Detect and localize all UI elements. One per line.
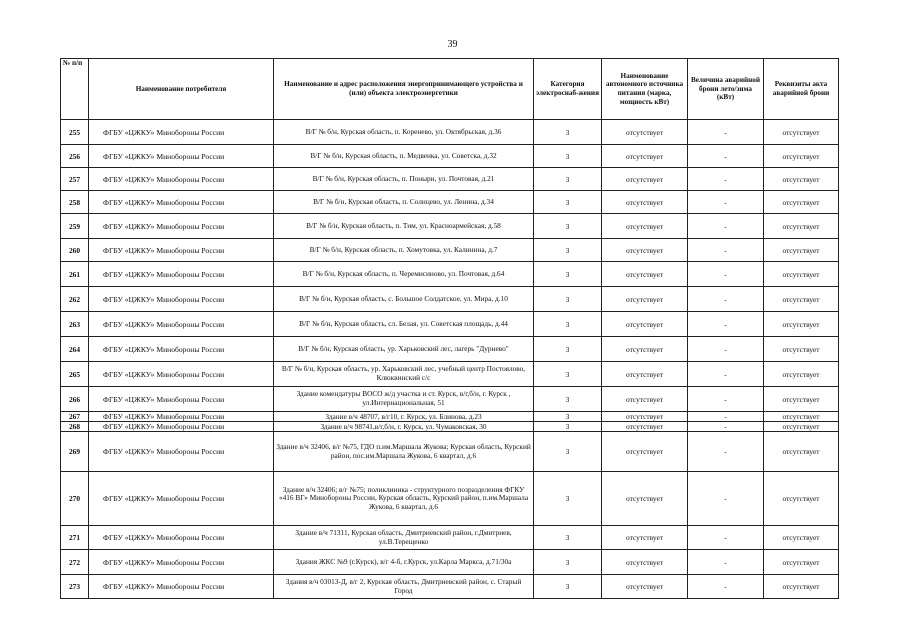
header-category: Категория электроснаб-жения bbox=[534, 59, 602, 120]
cell-consumer: ФГБУ «ЦЖКУ» Минобороны России bbox=[89, 387, 274, 412]
table-row bbox=[61, 262, 839, 287]
cell-source: отсутствует bbox=[602, 526, 688, 550]
cell-address: В/Г № б/н, Курская область, п. Черемисиново, ул. Почтовая, д.64 bbox=[274, 262, 534, 287]
cell-source: отсутствует bbox=[602, 412, 688, 422]
cell-reserve: - bbox=[688, 412, 764, 422]
cell-source: отсутствует bbox=[602, 262, 688, 287]
table-row bbox=[61, 526, 839, 550]
cell-address: В/Г № б/н, Курская область, п. Хомутовка, ул. Калинина, д.7 bbox=[274, 239, 534, 262]
cell-act: отсутствует bbox=[764, 312, 839, 337]
table-row bbox=[61, 120, 839, 145]
cell-reserve: - bbox=[688, 362, 764, 387]
table-row bbox=[61, 145, 839, 168]
cell-source: отсутствует bbox=[602, 312, 688, 337]
cell-address: В/Г № б/н, Курская область, п. Поныри, ул. Почтовая, д.21 bbox=[274, 168, 534, 191]
cell-source: отсутствует bbox=[602, 239, 688, 262]
cell-reserve: - bbox=[688, 191, 764, 214]
cell-address: Здание в/ч 98741,в/г,б/н, г. Курск, ул. Чумаковская, 30 bbox=[274, 422, 534, 432]
cell-num: 269 bbox=[61, 432, 89, 472]
cell-address: В/Г № б/н, Курская область, ур. Харьковский лес, учебный центр Постоялово, Клюквинский с/с bbox=[274, 362, 534, 387]
cell-source: отсутствует bbox=[602, 214, 688, 239]
cell-category: 3 bbox=[534, 432, 602, 472]
cell-reserve: - bbox=[688, 214, 764, 239]
cell-consumer: ФГБУ «ЦЖКУ» Минобороны России bbox=[89, 168, 274, 191]
cell-act: отсутствует bbox=[764, 362, 839, 387]
cell-reserve: - bbox=[688, 312, 764, 337]
cell-category: 3 bbox=[534, 575, 602, 599]
header-address: Наименование и адрес расположения энергопринимающего устройства и (или) объекта электроэнергетики bbox=[274, 59, 534, 120]
page-number: 39 bbox=[447, 39, 458, 50]
cell-reserve: - bbox=[688, 337, 764, 362]
cell-consumer: ФГБУ «ЦЖКУ» Минобороны России bbox=[89, 575, 274, 599]
cell-source: отсутствует bbox=[602, 387, 688, 412]
cell-consumer: ФГБУ «ЦЖКУ» Минобороны России bbox=[89, 362, 274, 387]
cell-num: 257 bbox=[61, 168, 89, 191]
cell-category: 3 bbox=[534, 337, 602, 362]
cell-act: отсутствует bbox=[764, 120, 839, 145]
cell-source: отсутствует bbox=[602, 472, 688, 526]
cell-consumer: ФГБУ «ЦЖКУ» Минобороны России bbox=[89, 214, 274, 239]
cell-reserve: - bbox=[688, 432, 764, 472]
cell-address: Здания в/ч 03013-Д, в/г 2, Курская область, Дмитриевский район, с. Старый Город bbox=[274, 575, 534, 599]
consumers-table bbox=[60, 58, 839, 599]
cell-category: 3 bbox=[534, 312, 602, 337]
cell-consumer: ФГБУ «ЦЖКУ» Минобороны России bbox=[89, 239, 274, 262]
cell-num: 271 bbox=[61, 526, 89, 550]
cell-category: 3 bbox=[534, 387, 602, 412]
cell-consumer: ФГБУ «ЦЖКУ» Минобороны России bbox=[89, 262, 274, 287]
cell-source: отсутствует bbox=[602, 145, 688, 168]
cell-act: отсутствует bbox=[764, 550, 839, 575]
cell-num: 264 bbox=[61, 337, 89, 362]
cell-act: отсутствует bbox=[764, 575, 839, 599]
table-row bbox=[61, 168, 839, 191]
cell-address: В/Г № б/н, Курская область, с. Большое Солдатское, ул. Мира, д.10 bbox=[274, 287, 534, 312]
cell-num: 260 bbox=[61, 239, 89, 262]
cell-category: 3 bbox=[534, 550, 602, 575]
table-row bbox=[61, 239, 839, 262]
cell-reserve: - bbox=[688, 120, 764, 145]
cell-reserve: - bbox=[688, 550, 764, 575]
cell-num: 262 bbox=[61, 287, 89, 312]
cell-reserve: - bbox=[688, 387, 764, 412]
cell-num: 270 bbox=[61, 472, 89, 526]
cell-address: В/Г № б/н, Курская область, п. Медвенка, ул. Советска, д.32 bbox=[274, 145, 534, 168]
cell-category: 3 bbox=[534, 168, 602, 191]
header-reserve: Величина аварийной брони лето/зима (кВт) bbox=[688, 59, 764, 120]
cell-category: 3 bbox=[534, 239, 602, 262]
cell-act: отсутствует bbox=[764, 239, 839, 262]
cell-act: отсутствует bbox=[764, 526, 839, 550]
cell-source: отсутствует bbox=[602, 422, 688, 432]
header-num: № п/п bbox=[61, 59, 89, 120]
table-row bbox=[61, 432, 839, 472]
cell-num: 273 bbox=[61, 575, 89, 599]
table-row bbox=[61, 550, 839, 575]
cell-act: отсутствует bbox=[764, 168, 839, 191]
cell-address: Здание в/ч 32406; в/г №75; поликлиника - структурного позразделения ФГКУ «416 ВГ» Минобороны России, Курская область, Курский район, п.им.Маршала Жукова, 6 квартал, д.6 bbox=[274, 472, 534, 526]
cell-reserve: - bbox=[688, 472, 764, 526]
cell-num: 267 bbox=[61, 412, 89, 422]
cell-act: отсутствует bbox=[764, 145, 839, 168]
cell-source: отсутствует bbox=[602, 432, 688, 472]
cell-category: 3 bbox=[534, 412, 602, 422]
cell-reserve: - bbox=[688, 145, 764, 168]
cell-act: отсутствует bbox=[764, 422, 839, 432]
header-source: Наименование автономного источника питания (марка, мощность кВт) bbox=[602, 59, 688, 120]
cell-category: 3 bbox=[534, 362, 602, 387]
cell-act: отсутствует bbox=[764, 262, 839, 287]
cell-consumer: ФГБУ «ЦЖКУ» Минобороны России bbox=[89, 145, 274, 168]
cell-num: 265 bbox=[61, 362, 89, 387]
header-act: Реквизиты акта аварийной брони bbox=[764, 59, 839, 120]
cell-consumer: ФГБУ «ЦЖКУ» Минобороны России bbox=[89, 422, 274, 432]
cell-act: отсутствует bbox=[764, 337, 839, 362]
cell-address: В/Г № б/н, Курская область, п. Коренево, ул. Октябрьская, д.36 bbox=[274, 120, 534, 145]
cell-consumer: ФГБУ «ЦЖКУ» Минобороны России bbox=[89, 472, 274, 526]
cell-num: 256 bbox=[61, 145, 89, 168]
cell-category: 3 bbox=[534, 191, 602, 214]
cell-address: В/Г № б/н, Курская область, п. Тим, ул. Красноармейская, д.58 bbox=[274, 214, 534, 239]
cell-category: 3 bbox=[534, 422, 602, 432]
cell-reserve: - bbox=[688, 168, 764, 191]
cell-reserve: - bbox=[688, 287, 764, 312]
cell-source: отсутствует bbox=[602, 287, 688, 312]
cell-category: 3 bbox=[534, 214, 602, 239]
cell-num: 268 bbox=[61, 422, 89, 432]
cell-act: отсутствует bbox=[764, 432, 839, 472]
cell-num: 272 bbox=[61, 550, 89, 575]
cell-act: отсутствует bbox=[764, 412, 839, 422]
cell-address: В/Г № б/н, Курская область, сл. Белая, ул. Советская площадь, д.44 bbox=[274, 312, 534, 337]
table-row bbox=[61, 337, 839, 362]
table-row bbox=[61, 472, 839, 526]
cell-address: Здания ЖКС №9 (г.Курск), в/г 4-б, г.Курск, ул.Карла Маркса, д.71/30а bbox=[274, 550, 534, 575]
cell-num: 255 bbox=[61, 120, 89, 145]
cell-act: отсутствует bbox=[764, 472, 839, 526]
table-row bbox=[61, 412, 839, 422]
cell-address: Здание в/ч 48707, в/г10, г. Курск, ул. Блинова, д.23 bbox=[274, 412, 534, 422]
cell-num: 263 bbox=[61, 312, 89, 337]
table-row bbox=[61, 214, 839, 239]
cell-num: 266 bbox=[61, 387, 89, 412]
table-row bbox=[61, 287, 839, 312]
cell-source: отсутствует bbox=[602, 120, 688, 145]
cell-category: 3 bbox=[534, 120, 602, 145]
table-row bbox=[61, 575, 839, 599]
cell-act: отсутствует bbox=[764, 191, 839, 214]
cell-consumer: ФГБУ «ЦЖКУ» Минобороны России bbox=[89, 550, 274, 575]
cell-consumer: ФГБУ «ЦЖКУ» Минобороны России bbox=[89, 432, 274, 472]
cell-address: В/Г № б/н, Курская область, ур. Харьковский лес, лагерь "Дурнево" bbox=[274, 337, 534, 362]
cell-consumer: ФГБУ «ЦЖКУ» Минобороны России bbox=[89, 526, 274, 550]
cell-reserve: - bbox=[688, 526, 764, 550]
header-consumer: Наименование потребителя bbox=[89, 59, 274, 120]
cell-category: 3 bbox=[534, 472, 602, 526]
cell-num: 258 bbox=[61, 191, 89, 214]
cell-num: 259 bbox=[61, 214, 89, 239]
cell-consumer: ФГБУ «ЦЖКУ» Минобороны России bbox=[89, 412, 274, 422]
cell-address: Здание в/ч 71311, Курская область, Дмитриевский район, г.Дмитриев, ул.В.Терещенко bbox=[274, 526, 534, 550]
cell-address: Здание в/ч 32406, в/г №75, ГДО п.им.Маршала Жукова; Курская область, Курский район, пос.им.Маршала Жукова, 6 квартал, д.6 bbox=[274, 432, 534, 472]
cell-address: В/Г № б/н, Курская область, п. Солнцево, ул. Ленина, д.34 bbox=[274, 191, 534, 214]
cell-source: отсутствует bbox=[602, 191, 688, 214]
cell-reserve: - bbox=[688, 422, 764, 432]
table-row bbox=[61, 387, 839, 412]
cell-consumer: ФГБУ «ЦЖКУ» Минобороны России bbox=[89, 191, 274, 214]
cell-consumer: ФГБУ «ЦЖКУ» Минобороны России bbox=[89, 120, 274, 145]
cell-source: отсутствует bbox=[602, 550, 688, 575]
cell-category: 3 bbox=[534, 145, 602, 168]
cell-consumer: ФГБУ «ЦЖКУ» Минобороны России bbox=[89, 337, 274, 362]
header-row bbox=[61, 59, 839, 120]
cell-category: 3 bbox=[534, 262, 602, 287]
table-row bbox=[61, 312, 839, 337]
cell-category: 3 bbox=[534, 526, 602, 550]
cell-source: отсутствует bbox=[602, 337, 688, 362]
cell-act: отсутствует bbox=[764, 214, 839, 239]
table-row bbox=[61, 362, 839, 387]
cell-source: отсутствует bbox=[602, 362, 688, 387]
cell-category: 3 bbox=[534, 287, 602, 312]
cell-source: отсутствует bbox=[602, 575, 688, 599]
cell-address: Здание комендатуры ВОСО ж/д участка и ст. Курск, в/г,б/н, г. Курск , ул.Интернациональная, 51 bbox=[274, 387, 534, 412]
cell-reserve: - bbox=[688, 262, 764, 287]
cell-num: 261 bbox=[61, 262, 89, 287]
cell-act: отсутствует bbox=[764, 387, 839, 412]
table-row bbox=[61, 422, 839, 432]
cell-act: отсутствует bbox=[764, 287, 839, 312]
cell-source: отсутствует bbox=[602, 168, 688, 191]
cell-reserve: - bbox=[688, 575, 764, 599]
table-row bbox=[61, 191, 839, 214]
cell-reserve: - bbox=[688, 239, 764, 262]
cell-consumer: ФГБУ «ЦЖКУ» Минобороны России bbox=[89, 287, 274, 312]
cell-consumer: ФГБУ «ЦЖКУ» Минобороны России bbox=[89, 312, 274, 337]
